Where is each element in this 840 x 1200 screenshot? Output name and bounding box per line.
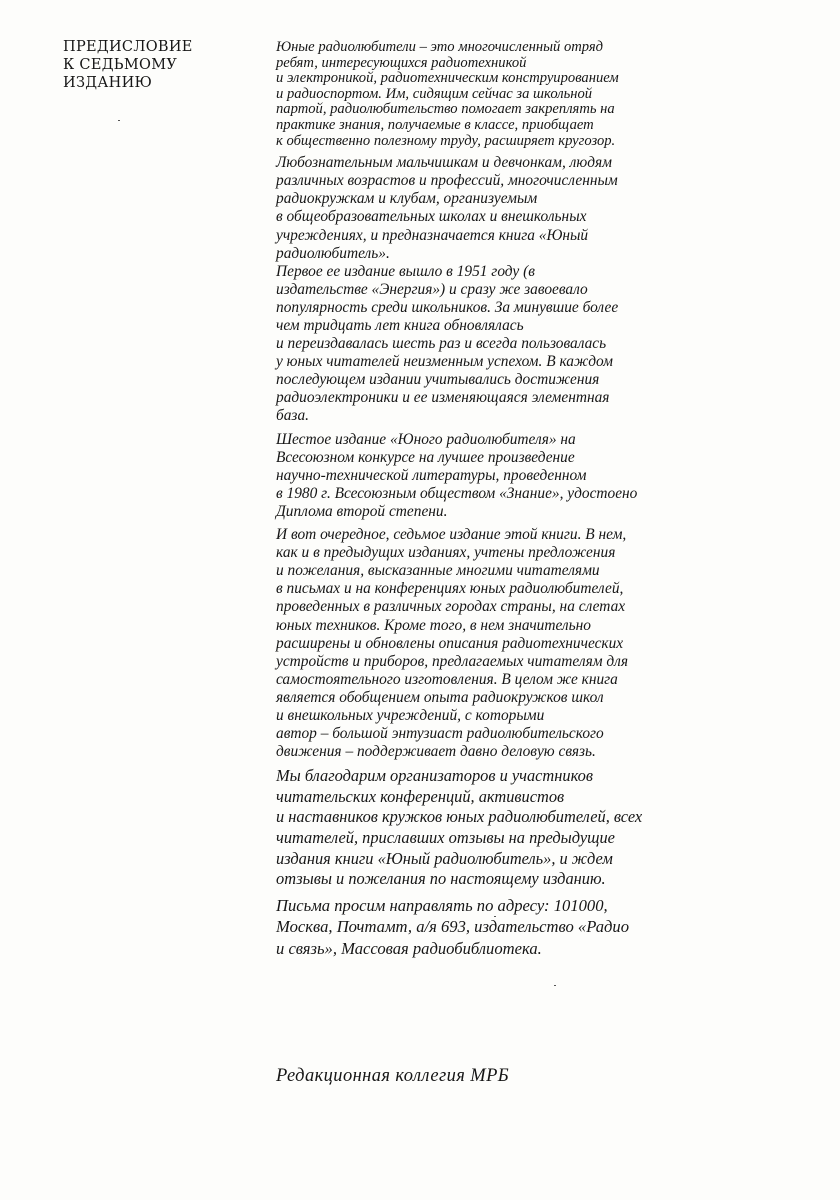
paragraph-thanks [276, 766, 744, 890]
text-line: чем тридцать лет книга обновлялась [276, 317, 524, 334]
text-line: движения – поддерживает давно деловую связь. [276, 743, 596, 761]
heading-line: ИЗДАНИЮ [63, 75, 153, 91]
text-line: автор – большой энтузиаст радиолюбительского [276, 725, 604, 743]
text-line: издания книги «Юный радиолюбитель», и ждем [276, 848, 613, 868]
text-line: Первое ее издание вышло в 1951 году (в [276, 262, 535, 280]
paragraph-seventh-edition [276, 526, 744, 761]
text-line: издательстве «Энергия») и сразу же завоевало [276, 280, 588, 298]
text-line: Любознательным мальчишкам и девчонкам, людям [276, 154, 612, 172]
text-line: и радиоспортом. Им, сидящим сейчас за школьной [276, 85, 593, 102]
text-line: последующем издании учитывались достижения [276, 371, 600, 389]
text-line: и внешкольных учреждений, с которыми [276, 706, 545, 724]
text-line: радиокружкам и клубам, организуемым [276, 190, 538, 208]
text-line: различных возрастов и профессий, многочисленным [276, 172, 618, 190]
heading-line: ПРЕДИСЛОВИЕ [63, 39, 193, 55]
text-line: отзывы и пожелания по настоящему изданию. [276, 869, 606, 889]
text-line: Мы благодарим организаторов и участников [276, 766, 593, 786]
text-line: и электроникой, радиотехническим конструированием [276, 70, 619, 87]
text-line: в письмах и на конференциях юных радиолюбителей, [276, 580, 624, 598]
text-line: И вот очередное, седьмое издание этой книги. В нем, [276, 526, 627, 544]
text-line: практике знания, получаемые в классе, приобщает [276, 116, 594, 133]
preface-body [276, 40, 744, 964]
heading-line: К СЕДЬМОМУ [63, 57, 178, 73]
text-line: в общеобразовательных школах и внешкольных [276, 208, 587, 226]
paragraph-address [276, 895, 744, 960]
paragraph-intro [276, 40, 744, 149]
text-line: радиолюбитель». [276, 244, 390, 262]
text-line: читателей, приславших отзывы на предыдущие [276, 828, 615, 848]
text-line: самостоятельного изготовления. В целом же книга [276, 670, 618, 688]
text-line: как и в предыдущих изданиях, учтены предложения [276, 544, 616, 562]
text-line: и наставников кружков юных радиолюбителей, всех [276, 807, 643, 827]
text-line: юных техников. Кроме того, в нем значительно [276, 616, 591, 634]
text-line: учреждениях, и предназначается книга «Юный [276, 226, 589, 244]
text-line: Юные радиолюбители – это многочисленный отряд [276, 39, 604, 55]
preface-heading [63, 38, 243, 92]
text-line: Всесоюзном конкурсе на лучшее произведение [276, 448, 575, 466]
text-line: радиоэлектроники и ее изменяющаяся элементная [276, 389, 610, 407]
text-line: база. [276, 407, 309, 425]
paragraph-audience [276, 154, 744, 425]
text-line: Москва, Почтамт, а/я 693, издательство «Радио [276, 917, 630, 937]
text-line: и переиздавалась шесть раз и всегда пользовалась [276, 335, 607, 353]
text-line: проведенных в различных городах страны, на слетах [276, 598, 626, 616]
text-line: у юных читателей неизменным успехом. В каждом [276, 353, 613, 371]
text-line: в 1980 г. Всесоюзным обществом «Знание», удостоено [276, 484, 638, 502]
text-line: партой, радиолюбительство помогает закреплять на [276, 101, 615, 118]
text-line: популярность среди школьников. За минувшие более [276, 298, 619, 316]
text-line: к общественно полезному труду, расширяет кругозор. [276, 132, 616, 149]
scan-speck [494, 916, 496, 917]
text-line: Письма просим направлять по адресу: 101000, [276, 895, 608, 915]
text-line: расширены и обновлены описания радиотехнических [276, 634, 624, 652]
text-line: ребят, интересующихся радиотехникой [276, 54, 527, 71]
paragraph-award [276, 431, 744, 521]
text-line: Шестое издание «Юного радиолюбителя» на [276, 430, 576, 448]
text-line: научно-технической литературы, проведенном [276, 466, 587, 484]
text-line: и пожелания, высказанные многими читателями [276, 562, 600, 580]
scan-speck [118, 120, 120, 121]
signature: Редакционная коллегия МРБ [276, 1066, 510, 1086]
text-line: является обобщением опыта радиокружков школ [276, 688, 604, 706]
text-line: Диплома второй степени. [276, 502, 448, 520]
text-line: и связь», Массовая радиобиблиотека. [276, 938, 542, 958]
scan-speck [554, 985, 556, 986]
text-line: устройств и приборов, предлагаемых читателям для [276, 652, 629, 670]
text-line: читательских конференций, активистов [276, 786, 565, 806]
